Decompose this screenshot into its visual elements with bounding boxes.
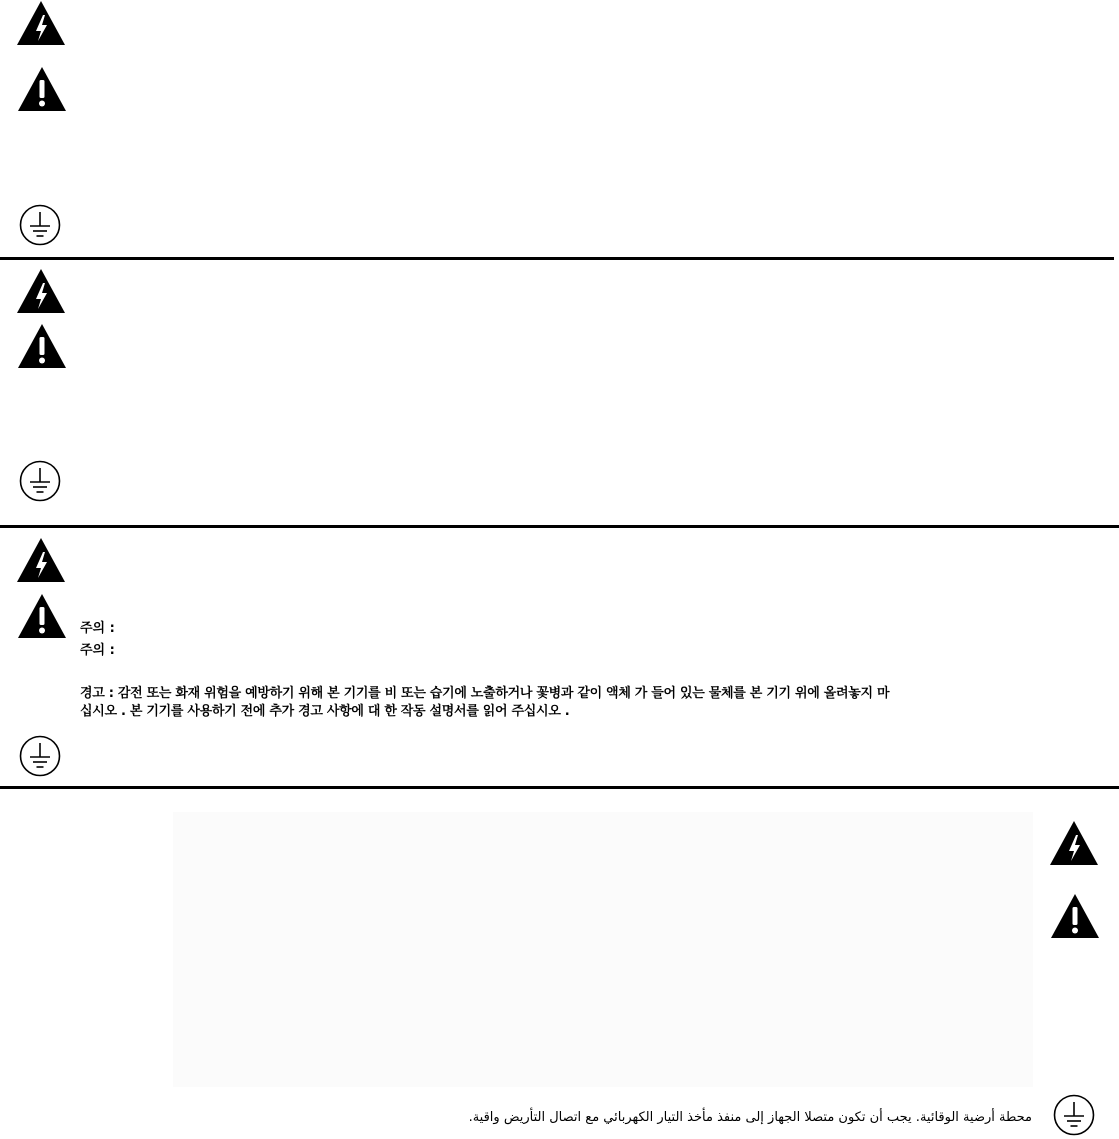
section-divider bbox=[0, 525, 1119, 528]
caution-label: 주의 : bbox=[80, 621, 115, 636]
electric-shock-warning-icon bbox=[16, 537, 66, 583]
section-divider bbox=[0, 786, 1119, 789]
protective-earth-ground-icon bbox=[19, 460, 61, 502]
content-area bbox=[173, 812, 1033, 1087]
caution-exclamation-icon bbox=[1050, 893, 1100, 939]
protective-earth-ground-icon bbox=[1053, 1094, 1095, 1136]
electric-shock-warning-icon bbox=[16, 268, 66, 314]
caution-exclamation-icon bbox=[17, 323, 67, 369]
warning-text-line: 경고 : 감전 또는 화재 위험을 예방하기 위해 본 기기를 비 또는 습기에 노출하거나 꽃병과 같이 액체 가 들어 있는 물체를 본 기기 위에 올려놓지 마 bbox=[80, 686, 890, 701]
caution-label: 주의 : bbox=[80, 643, 115, 658]
caution-exclamation-icon bbox=[17, 593, 67, 639]
electric-shock-warning-icon bbox=[16, 0, 66, 46]
protective-earth-ground-icon bbox=[19, 735, 61, 777]
electric-shock-warning-icon bbox=[1049, 820, 1099, 866]
section-divider bbox=[0, 257, 1114, 260]
ground-instruction-text: محطة أرضية الوقائية. يجب أن تكون متصلا الجهاز إلى منفذ مأخذ التيار الكهربائي مع اتصال التأريض واقية. bbox=[468, 1110, 1032, 1125]
warning-text-line: 십시오 . 본 기기를 사용하기 전에 추가 경고 사항에 대 한 작동 설명서를 읽어 주십시오 . bbox=[80, 704, 570, 719]
caution-exclamation-icon bbox=[17, 66, 67, 112]
protective-earth-ground-icon bbox=[19, 204, 61, 246]
